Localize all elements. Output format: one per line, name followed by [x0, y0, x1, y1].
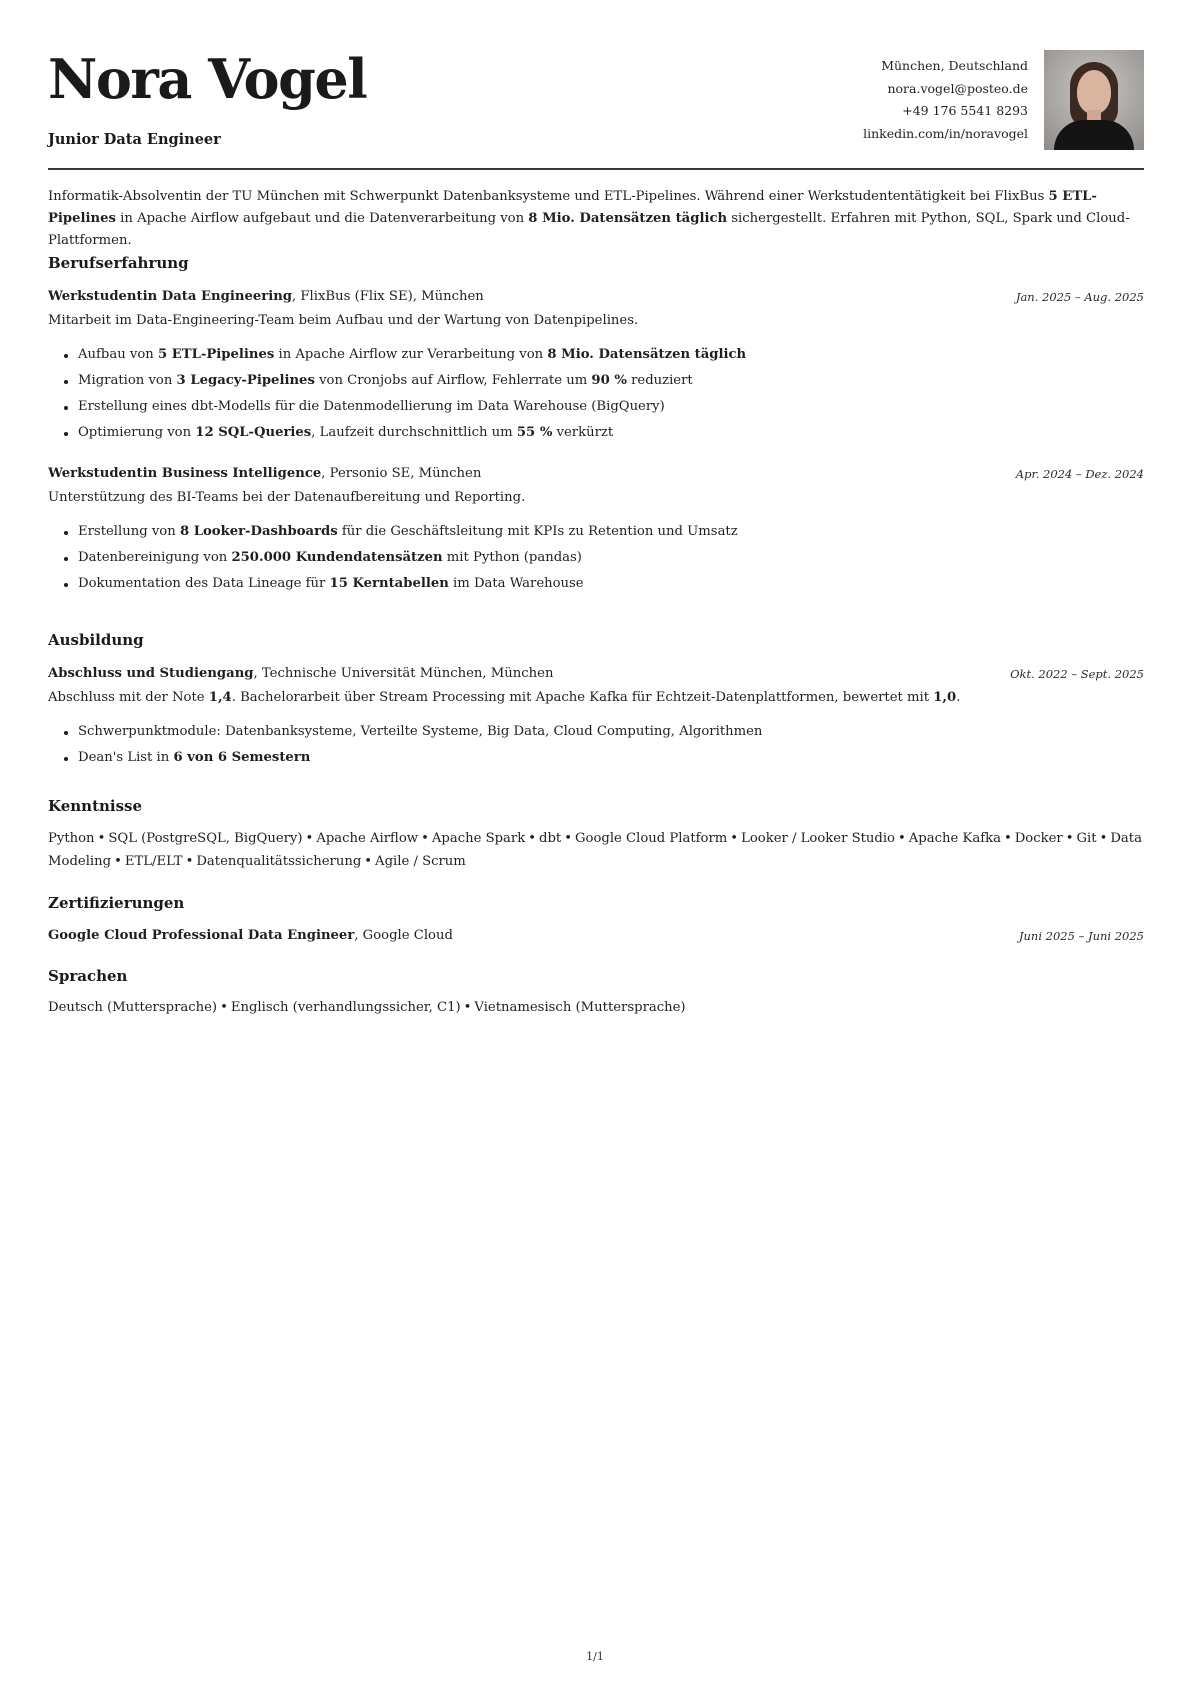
separator-dot: • [463, 1000, 472, 1015]
separator-dot: • [97, 831, 106, 846]
contact-location: München, Deutschland [881, 58, 1028, 73]
bullet-item: Erstellung von 8 Looker-Dashboards für die Geschäftsleitung mit KPIs zu Retention und Umsatz [62, 519, 738, 545]
experience-entry-2-header [48, 466, 1144, 481]
entry-org: , Technische Universität München, München [253, 666, 554, 681]
list-item: Apache Airflow [316, 831, 419, 846]
bullet-item: Aufbau von 5 ETL-Pipelines in Apache Airflow zur Verarbeitung von 8 Mio. Datensätzen täglich [62, 342, 746, 368]
education-bullets [62, 719, 762, 771]
skills-list [48, 827, 1144, 873]
section-title-experience: Berufserfahrung [48, 254, 189, 272]
section-title-languages: Sprachen [48, 967, 128, 985]
separator-dot: • [305, 831, 314, 846]
entry-date: Apr. 2024 – Dez. 2024 [1015, 467, 1144, 481]
separator-dot: • [220, 1000, 228, 1015]
list-item: Google Cloud Platform [574, 831, 728, 846]
entry-org: , Personio SE, München [321, 466, 482, 481]
experience-entry-2-bullets [62, 519, 738, 597]
separator-dot: • [730, 831, 739, 846]
experience-entry-1-bullets [62, 342, 746, 446]
bullet-item: Dean's List in 6 von 6 Semestern [62, 745, 762, 771]
contact-phone: +49 176 5541 8293 [902, 103, 1028, 118]
list-item: Git [1076, 831, 1097, 846]
list-item: Vietnamesisch (Muttersprache) [474, 1000, 686, 1015]
separator-dot: • [564, 831, 572, 846]
section-title-certifications: Zertifizierungen [48, 894, 185, 912]
bullet-item: Datenbereinigung von 250.000 Kundendatensätzen mit Python (pandas) [62, 545, 738, 571]
entry-role: Werkstudentin Business Intelligence [48, 466, 322, 481]
experience-entry-1-header [48, 289, 1144, 304]
separator-dot: • [364, 854, 373, 869]
languages-list [48, 996, 1144, 1019]
entry-description: Mitarbeit im Data-Engineering-Team beim Aufbau und der Wartung von Datenpipelines. [48, 313, 639, 328]
separator-dot: • [421, 831, 429, 846]
candidate-name: Nora Vogel [48, 47, 367, 111]
education-entry-header [48, 666, 1144, 681]
certification-name: Google Cloud Professional Data Engineer [48, 928, 355, 943]
bullet-item: Dokumentation des Data Lineage für 15 Kerntabellen im Data Warehouse [62, 571, 738, 597]
list-item: Deutsch (Muttersprache) [48, 1000, 218, 1015]
entry-org: , FlixBus (Flix SE), München [292, 289, 484, 304]
contact-linkedin[interactable]: linkedin.com/in/noravogel [863, 125, 1028, 141]
entry-role: Abschluss und Studiengang [48, 666, 254, 681]
separator-dot: • [898, 831, 906, 846]
separator-dot: • [114, 854, 122, 869]
list-item: SQL (PostgreSQL, BigQuery) [108, 831, 303, 846]
list-item: dbt [539, 831, 562, 846]
section-title-skills: Kenntnisse [48, 797, 143, 815]
entry-description: Abschluss mit der Note 1,4. Bachelorarbeit über Stream Processing mit Apache Kafka für Echtzeit-Datenplattformen, bewertet mit 1,0. [48, 690, 961, 705]
list-item: Englisch (verhandlungssicher, C1) [230, 1000, 461, 1015]
certification-entry [48, 928, 1144, 943]
resume-header [48, 0, 1144, 172]
separator-dot: • [528, 831, 536, 846]
bullet-item: Migration von 3 Legacy-Pipelines von Cronjobs auf Airflow, Fehlerrate um 90 % reduziert [62, 368, 746, 394]
list-item: Agile / Scrum [375, 854, 466, 869]
entry-date: Jan. 2025 – Aug. 2025 [1015, 290, 1144, 304]
separator-dot: • [185, 854, 194, 869]
list-item: Python [48, 831, 95, 846]
contact-block [863, 55, 1028, 145]
entry-role: Werkstudentin Data Engineering [48, 289, 293, 304]
list-item: Looker / Looker Studio [741, 831, 895, 846]
certification-issuer: , Google Cloud [354, 928, 453, 943]
bullet-item: Optimierung von 12 SQL-Queries, Laufzeit durchschnittlich um 55 % verkürzt [62, 420, 746, 446]
list-item: Datenqualitätssicherung [196, 854, 362, 869]
list-item: Docker [1014, 831, 1063, 846]
list-item: Apache Kafka [908, 831, 1001, 846]
list-item: ETL/ELT [124, 854, 183, 869]
separator-dot: • [1099, 831, 1108, 846]
separator-dot: • [1003, 831, 1012, 846]
job-title: Junior Data Engineer [48, 131, 221, 148]
bullet-item: Schwerpunktmodule: Datenbanksysteme, Verteilte Systeme, Big Data, Cloud Computing, Algorithmen [62, 719, 762, 745]
separator-dot: • [1065, 831, 1074, 846]
summary-paragraph: Informatik-Absolventin der TU München mit Schwerpunkt Datenbanksysteme und ETL-Pipelines. Während einer Werkstudententätigkeit bei FlixBus 5 ETL-Pipelines in Apache Airflow aufgebaut und die Datenverarbeitung von 8 Mio. Datensätzen täglich sichergestellt. Erfahren mit Python, SQL, Spark und Cloud-Plattformen. [48, 189, 1130, 248]
entry-date: Juni 2025 – Juni 2025 [1018, 929, 1144, 943]
bullet-item: Erstellung eines dbt-Modells für die Datenmodellierung im Data Warehouse (BigQuery) [62, 394, 746, 420]
list-item: Data Modeling [48, 831, 1142, 869]
entry-date: Okt. 2022 – Sept. 2025 [1010, 667, 1144, 681]
profile-photo [1044, 50, 1144, 150]
header-divider [48, 168, 1144, 170]
resume-page [48, 0, 1144, 1015]
page-number: 1/1 [586, 1650, 604, 1663]
section-title-education: Ausbildung [48, 631, 144, 649]
list-item: Apache Spark [431, 831, 526, 846]
entry-description: Unterstützung des BI-Teams bei der Datenaufbereitung und Reporting. [48, 490, 526, 505]
contact-email[interactable]: nora.vogel@posteo.de [887, 80, 1028, 96]
